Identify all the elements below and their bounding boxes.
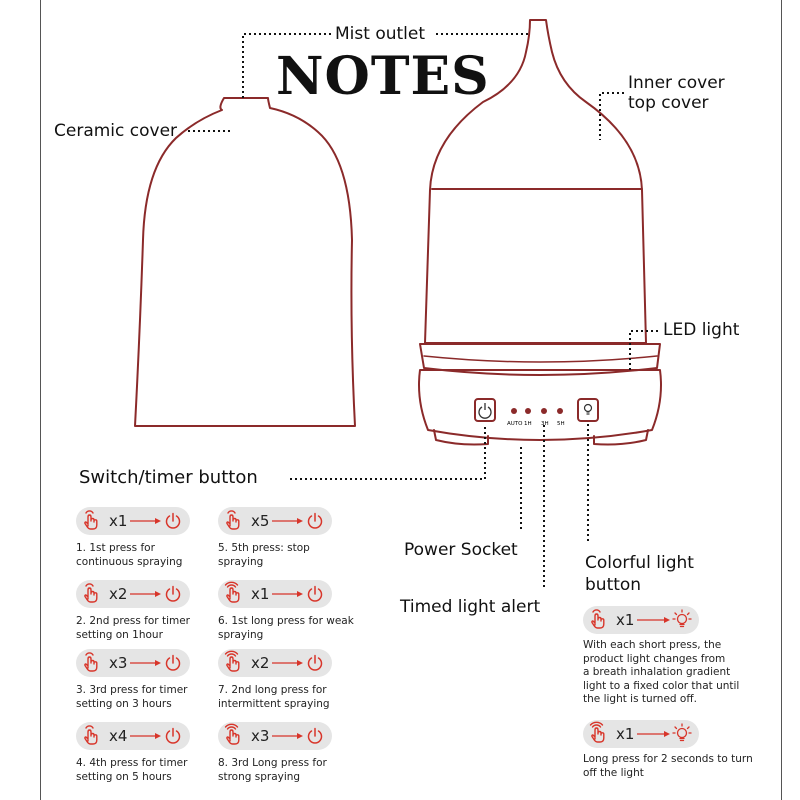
hand-press-icon xyxy=(85,584,97,602)
arrow-icon xyxy=(272,518,303,524)
step-description-line: 2. 2nd press for timer xyxy=(76,615,190,627)
step-description-line: strong spraying xyxy=(218,770,301,783)
label-colorful-light-line2: button xyxy=(585,575,642,595)
press-count: x1 xyxy=(616,725,635,743)
page-title: NOTES xyxy=(276,46,490,107)
long-press-hand-icon xyxy=(591,722,604,742)
long-press-hand-icon xyxy=(226,651,239,671)
base-bulb-icon xyxy=(585,405,592,415)
led-ring-highlight xyxy=(424,356,657,362)
press-count: x5 xyxy=(251,512,270,530)
power-icon xyxy=(309,729,322,743)
step-description-line: With each short press, the xyxy=(583,639,722,651)
press-count: x3 xyxy=(109,654,128,672)
press-step-pill xyxy=(76,507,190,535)
press-step-pill xyxy=(218,580,332,608)
power-icon xyxy=(309,587,322,601)
arrow-icon xyxy=(130,518,161,524)
press-count: x4 xyxy=(109,727,128,745)
step-description-line: Long press for 2 seconds to turn xyxy=(583,753,753,765)
press-count: x2 xyxy=(109,585,128,603)
step-description xyxy=(218,757,358,784)
step-description-line: 7. 2nd long press for xyxy=(218,684,327,696)
press-count: x1 xyxy=(251,585,270,603)
power-icon xyxy=(309,656,322,670)
arrow-icon xyxy=(130,591,161,597)
press-step-pill xyxy=(218,649,332,677)
step-description-line: 4. 4th press for timer xyxy=(76,757,188,769)
arrow-icon xyxy=(272,660,303,666)
press-step-pill xyxy=(583,606,699,634)
label-timed-light: Timed light alert xyxy=(400,597,541,617)
long-press-hand-icon xyxy=(226,724,239,744)
press-count: x3 xyxy=(251,727,270,745)
step-description-line: intermittent spraying xyxy=(218,697,330,710)
press-step-pill xyxy=(218,507,332,535)
press-count: x2 xyxy=(251,654,270,672)
step-description-line: 8. 3rd Long press for xyxy=(218,757,327,769)
step-description-line: continuous spraying xyxy=(76,555,183,568)
arrow-icon xyxy=(130,660,161,666)
arrow-icon xyxy=(272,733,303,739)
step-description-line: 3. 3rd press for timer xyxy=(76,684,188,696)
ceramic-cover-outline xyxy=(135,98,355,426)
step-description-line: the light is turned off. xyxy=(583,693,697,705)
step-description xyxy=(218,684,358,711)
step-description-line: setting on 1hour xyxy=(76,628,163,641)
step-description-line: a breath inhalation gradient xyxy=(583,666,731,678)
press-step-pill xyxy=(583,720,699,748)
hand-press-icon xyxy=(85,511,97,529)
label-power-socket: Power Socket xyxy=(404,540,518,560)
base-outline xyxy=(419,370,661,440)
step-description-line: setting on 5 hours xyxy=(76,770,172,783)
step-description xyxy=(218,542,358,569)
label-top-cover: top cover xyxy=(628,93,709,113)
hand-press-icon xyxy=(227,511,239,529)
step-description xyxy=(76,684,216,711)
label-mist-outlet: Mist outlet xyxy=(335,24,426,44)
step-description-line: off the light xyxy=(583,766,644,779)
arrow-icon xyxy=(637,617,670,623)
indicator-label: AUTO xyxy=(507,421,523,427)
light-bulb-icon xyxy=(673,610,691,627)
indicator-label: 3H xyxy=(541,421,549,427)
hand-press-icon xyxy=(85,653,97,671)
label-inner-cover: Inner cover xyxy=(628,73,725,93)
power-icon xyxy=(167,729,180,743)
press-count: x1 xyxy=(616,611,635,629)
step-description-line: 1. 1st press for xyxy=(76,542,155,554)
hand-press-icon xyxy=(85,726,97,744)
light-button-shape xyxy=(578,399,598,421)
press-step-pill xyxy=(76,580,190,608)
arrow-icon xyxy=(637,731,670,737)
indicator-label: 1H xyxy=(524,421,532,427)
arrow-icon xyxy=(272,591,303,597)
label-switch-timer: Switch/timer button xyxy=(79,467,258,488)
step-description-line: product light changes from xyxy=(583,652,726,665)
step-description xyxy=(76,757,216,784)
press-step-pill xyxy=(76,649,190,677)
base-power-icon xyxy=(479,403,491,418)
arrow-icon xyxy=(130,733,161,739)
light-bulb-icon xyxy=(673,724,691,741)
leader-switch xyxy=(290,424,485,479)
power-icon xyxy=(167,656,180,670)
step-description-line: spraying xyxy=(218,628,264,641)
step-description-line: 5. 5th press: stop spraying xyxy=(218,542,310,568)
step-description-line: setting on 3 hours xyxy=(76,697,172,710)
step-description-line: 6. 1st long press for weak xyxy=(218,615,354,627)
step-description-line: light to a fixed color that until xyxy=(583,679,740,692)
step-description xyxy=(76,542,216,569)
leader-led xyxy=(630,331,658,372)
power-icon xyxy=(309,514,322,528)
press-step-pill xyxy=(218,722,332,750)
press-count: x1 xyxy=(109,512,128,530)
label-colorful-light: Colorful light xyxy=(585,553,694,573)
label-led-light: LED light xyxy=(663,320,740,340)
step-description xyxy=(76,615,216,642)
long-press-hand-icon xyxy=(226,582,239,602)
label-ceramic-cover: Ceramic cover xyxy=(54,121,178,141)
indicator-leds xyxy=(511,408,563,414)
power-icon xyxy=(167,514,180,528)
hand-press-icon xyxy=(592,610,604,628)
press-step-pill xyxy=(76,722,190,750)
indicator-label: 5H xyxy=(557,421,565,427)
step-description xyxy=(583,639,783,707)
power-icon xyxy=(167,587,180,601)
step-description xyxy=(583,753,783,780)
step-description xyxy=(218,615,358,642)
